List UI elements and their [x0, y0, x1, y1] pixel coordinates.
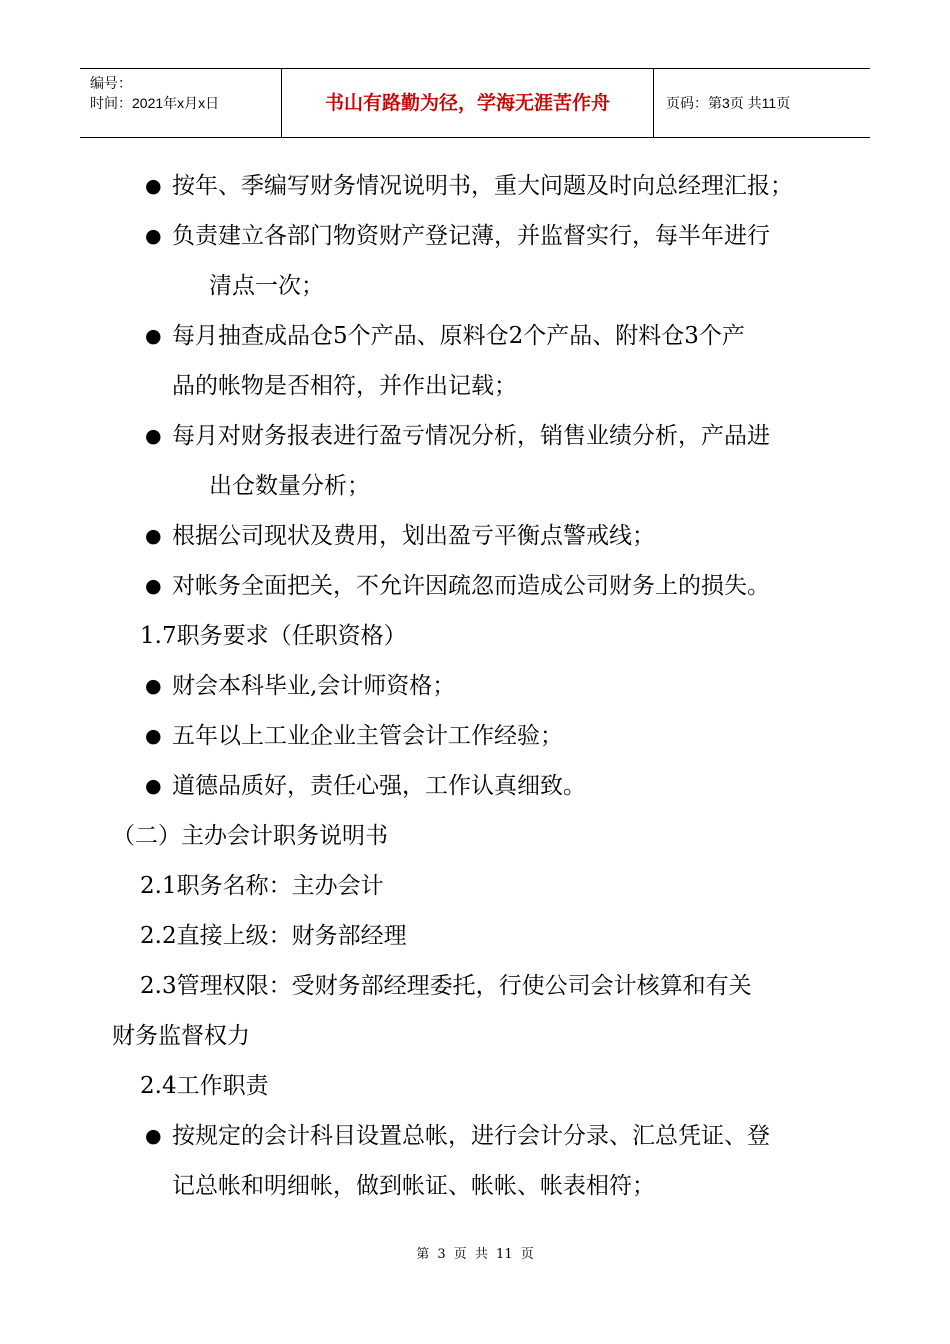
header-meta: [80, 69, 282, 137]
text-line: 财会本科毕业,会计师资格；: [172, 673, 456, 699]
text-line: 每月抽查成品仓5个产品、原料仓2个产品、附料仓3个产: [172, 323, 745, 349]
text-line: 2.2直接上级：财务部经理: [140, 923, 407, 949]
header-page-info: 页码：第3页 共11页: [666, 95, 791, 111]
section-heading: 1.7职务要求（任职资格）: [140, 623, 407, 649]
text-line: 对帐务全面把关，不允许因疏忽而造成公司财务上的损失。: [172, 573, 770, 599]
bullet-icon: ●: [145, 525, 162, 547]
text-line: 道德品质好，责任心强，工作认真细致。: [172, 773, 586, 799]
bullet-icon: ●: [145, 675, 162, 697]
text-line: 2.1职务名称：主办会计: [140, 873, 384, 899]
text-line: 根据公司现状及费用，划出盈亏平衡点警戒线；: [172, 523, 655, 549]
section-heading: （二）主办会计职务说明书: [112, 823, 388, 849]
text-line: 记总帐和明细帐，做到帐证、帐帐、帐表相符；: [172, 1173, 655, 1199]
text-line: 每月对财务报表进行盈亏情况分析，销售业绩分析，产品进: [172, 423, 770, 449]
text-line: 出仓数量分析；: [209, 473, 370, 499]
bullet-icon: ●: [145, 725, 162, 747]
bullet-icon: ●: [145, 225, 162, 247]
text-line: 负责建立各部门物资财产登记薄，并监督实行，每半年进行: [172, 223, 770, 249]
bullet-icon: ●: [145, 1125, 162, 1147]
text-line: 五年以上工业企业主管会计工作经验；: [172, 723, 563, 749]
bullet-icon: ●: [145, 175, 162, 197]
section-heading: 2.4工作职责: [140, 1073, 269, 1099]
header-motto: 书山有路勤为径，学海无涯苦作舟: [282, 69, 654, 137]
header-time-label: 时间：2021年x月x日: [90, 95, 220, 111]
text-line: 财务监督权力: [112, 1023, 250, 1049]
text-line: 2.3管理权限：受财务部经理委托，行使公司会计核算和有关: [140, 973, 752, 999]
bullet-icon: ●: [145, 775, 162, 797]
text-line: 按年、季编写财务情况说明书，重大问题及时向总经理汇报；: [172, 173, 793, 199]
page-header: [80, 68, 870, 138]
header-number-label: 编号：: [90, 75, 132, 91]
bullet-icon: ●: [145, 325, 162, 347]
bullet-icon: ●: [145, 575, 162, 597]
page-footer: 第 3 页 共 11 页: [416, 1247, 534, 1262]
bullet-icon: ●: [145, 425, 162, 447]
text-line: 品的帐物是否相符，并作出记载；: [172, 373, 517, 399]
text-line: 清点一次；: [209, 273, 324, 299]
text-line: 按规定的会计科目设置总帐，进行会计分录、汇总凭证、登: [172, 1123, 770, 1149]
